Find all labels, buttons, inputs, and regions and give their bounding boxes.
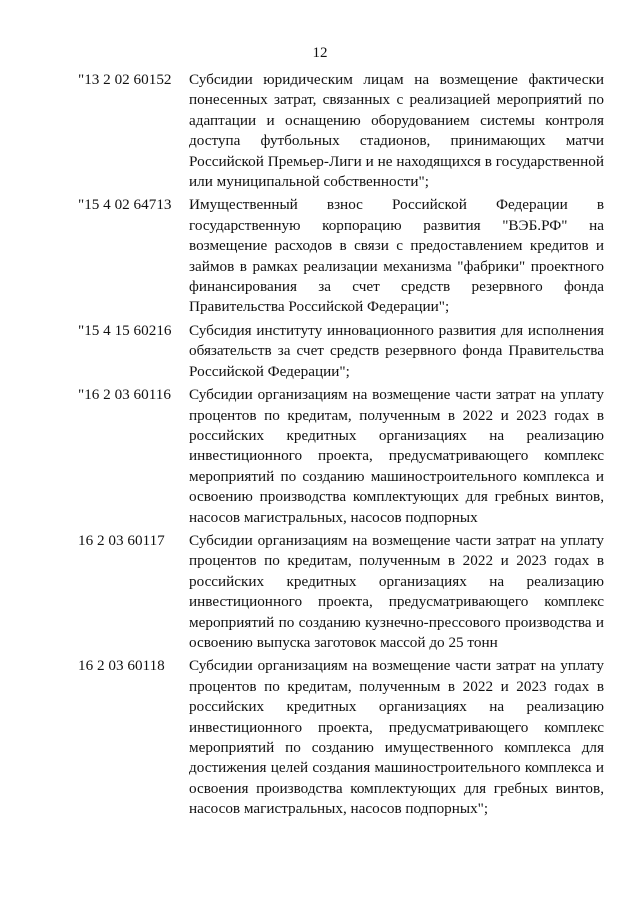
list-item — [78, 321, 604, 382]
budget-code-description: Субсидия институту инновационного развития для исполнения обязательств за счет средств резервного фонда Правительства Российской Федерации"; — [189, 321, 604, 380]
budget-code-description: Субсидии организациям на возмещение части затрат на уплату процентов по кредитам, полученным в 2022 и 2023 годах в российских кредитных организациях на реализацию инвестиционного проекта, предусматривающего комплекс мероприятий по созданию имущественного комплекса для достижения целей создания машиностроительного комплекса и освоения производства комплектующих для гребных винтов, насосов магистральных, насосов подпорных"; — [189, 657, 604, 818]
page-number: 12 — [312, 45, 328, 61]
list-item — [78, 531, 604, 653]
list-item — [78, 195, 604, 317]
budget-code-list — [78, 70, 604, 823]
budget-code-description: Субсидии организациям на возмещение части затрат на уплату процентов по кредитам, полученным в 2022 и 2023 годах в российских кредитных организациях на реализацию инвестиционного проекта, предусматривающего комплекс мероприятий по созданию кузнечно-прессового производства и освоению выпуска заготовок массой до 25 тонн — [189, 531, 604, 651]
budget-code-description: Субсидии организациям на возмещение части затрат на уплату процентов по кредитам, полученным в 2022 и 2023 годах в российских кредитных организациях на реализацию инвестиционного проекта, предусматривающего комплекс мероприятий по созданию машиностроительного комплекса и освоению производства комплектующих для гребных винтов, насосов магистральных, насосов подпорных — [189, 386, 604, 526]
budget-code: "15 4 15 60216 — [78, 321, 172, 339]
list-item — [78, 385, 604, 528]
budget-code: 16 2 03 60118 — [78, 657, 165, 675]
budget-code: "16 2 03 60116 — [78, 386, 171, 404]
budget-code-description: Субсидии юридическим лицам на возмещение фактически понесенных затрат, связанных с реализацией мероприятий по адаптации и оснащению оборудованием системы контроля доступа футбольных стадионов, принимающих матчи Российской Премьер-Лиги и не находящихся в государственной или муниципальной собственности"; — [189, 71, 604, 191]
list-item — [78, 656, 604, 819]
list-item — [78, 70, 604, 192]
budget-code-description: Имущественный взнос Российской Федерации в государственную корпорацию развития "ВЭБ.РФ" на возмещение расходов в связи с предоставлением кредитов и займов в рамках реализации механизма "фабрики" проектного финансирования за счет средств резервного фонда Правительства Российской Федерации"; — [189, 196, 604, 316]
budget-code: 16 2 03 60117 — [78, 531, 165, 549]
budget-code: "13 2 02 60152 — [78, 71, 172, 88]
budget-code: "15 4 02 64713 — [78, 196, 172, 214]
